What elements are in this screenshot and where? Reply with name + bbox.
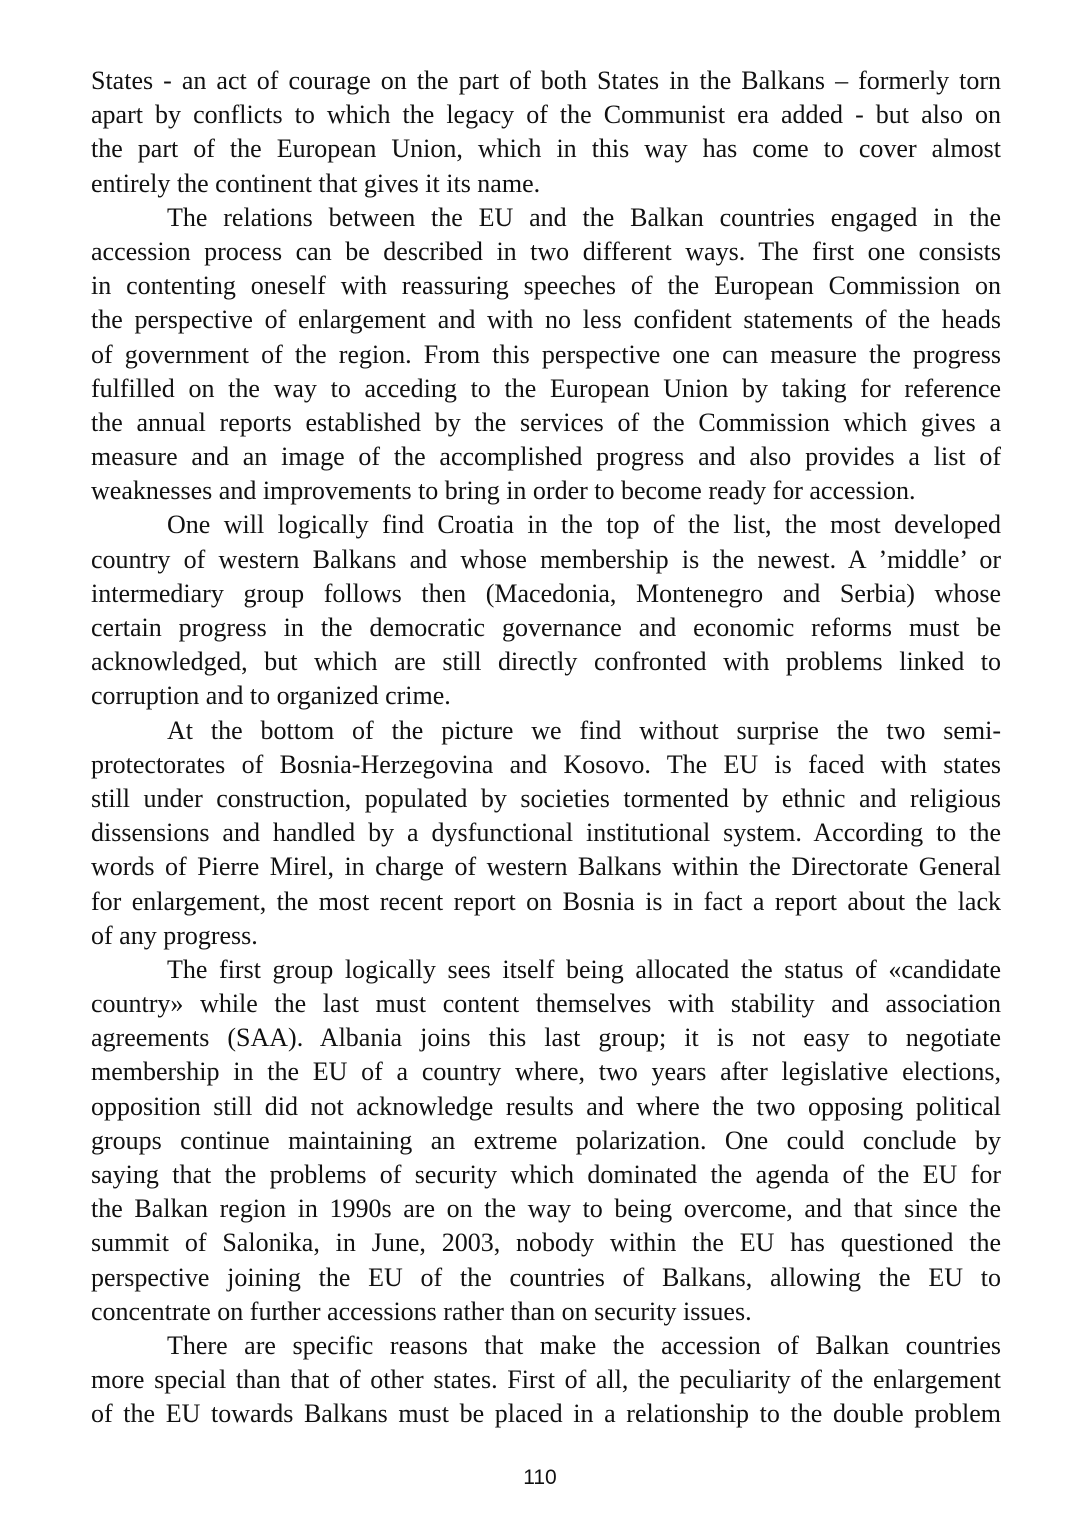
text-line: intermediary group follows then (Macedonia, Montenegro and Serbia) whose (91, 578, 1001, 608)
text-line: One will logically find Croatia in the top of the list, the most developed (167, 510, 1001, 540)
text-line: The relations between the EU and the Balkan countries engaged in the (167, 202, 1001, 232)
text-line: perspective joining the EU of the countries of Balkans, allowing the EU to (91, 1262, 1001, 1292)
text-line: country» while the last must content themselves with stability and association (91, 989, 1001, 1019)
paragraph (91, 714, 1001, 953)
text-line: of any progress. (91, 920, 258, 950)
text-line: concentrate on further accessions rather than on security issues. (91, 1296, 752, 1326)
text-line: fulfilled on the way to acceding to the European Union by taking for reference (91, 373, 1001, 403)
text-line: weaknesses and improvements to bring in order to become ready for accession. (91, 476, 916, 506)
text-line: protectorates of Bosnia-Herzegovina and Kosovo. The EU is faced with states (91, 749, 1001, 779)
text-line: At the bottom of the picture we find without surprise the two semi- (167, 715, 1001, 745)
text-line: the annual reports established by the services of the Commission which gives a (91, 407, 1001, 437)
paragraph (91, 508, 1001, 713)
text-line: entirely the continent that gives it its name. (91, 168, 541, 198)
page-body (91, 64, 1001, 1432)
text-line: opposition still did not acknowledge results and where the two opposing political (91, 1091, 1001, 1121)
text-line: accession process can be described in two different ways. The first one consists (91, 236, 1001, 266)
text-line: apart by conflicts to which the legacy of the Communist era added - but also on (91, 100, 1001, 130)
text-line: The first group logically sees itself being allocated the status of «candidate (167, 954, 1001, 984)
text-line: corruption and to organized crime. (91, 681, 451, 711)
paragraph (91, 953, 1001, 1329)
text-line: dissensions and handled by a dysfunctional institutional system. According to the (91, 818, 1001, 848)
text-line: acknowledged, but which are still directly confronted with problems linked to (91, 647, 1001, 677)
text-line: saying that the problems of security which dominated the agenda of the EU for (91, 1160, 1001, 1189)
text-line: still under construction, populated by societies tormented by ethnic and religious (91, 783, 1001, 813)
page-number: 110 (523, 1466, 557, 1489)
text-line: country of western Balkans and whose membership is the newest. A ’middle’ or (91, 544, 1001, 574)
text-line: the perspective of enlargement and with no less confident statements of the heads (91, 305, 1001, 335)
text-line: of government of the region. From this perspective one can measure the progress (91, 339, 1001, 369)
text-line: the part of the European Union, which in this way has come to cover almost (91, 134, 1001, 164)
text-line: the Balkan region in 1990s are on the way to being overcome, and that since the (91, 1194, 1001, 1224)
text-line: measure and an image of the accomplished progress and also provides a list of (91, 442, 1001, 472)
text-line: summit of Salonika, in June, 2003, nobody within the EU has questioned the (91, 1228, 1001, 1258)
text-line: words of Pierre Mirel, in charge of western Balkans within the Directorate General (91, 852, 1001, 882)
text-line: for enlargement, the most recent report on Bosnia is in fact a report about the lack (91, 886, 1001, 916)
text-line: more special than that of other states. First of all, the peculiarity of the enlargement (91, 1365, 1001, 1395)
text-line: certain progress in the democratic governance and economic reforms must be (91, 613, 1001, 642)
text-line: groups continue maintaining an extreme polarization. One could conclude by (91, 1125, 1001, 1155)
text-line: agreements (SAA). Albania joins this last group; it is not easy to negotiate (91, 1023, 1001, 1053)
text-line: States - an act of courage on the part of both States in the Balkans – formerly torn (91, 66, 1001, 95)
text-line: in contenting oneself with reassuring speeches of the European Commission on (91, 271, 1001, 301)
paragraph (91, 64, 1001, 201)
text-line: membership in the EU of a country where, two years after legislative elections, (91, 1057, 1001, 1087)
text-line: There are specific reasons that make the accession of Balkan countries (167, 1330, 1001, 1360)
paragraph (91, 1329, 1001, 1432)
text-line: of the EU towards Balkans must be placed in a relationship to the double problem (91, 1399, 1001, 1429)
paragraph (91, 201, 1001, 509)
